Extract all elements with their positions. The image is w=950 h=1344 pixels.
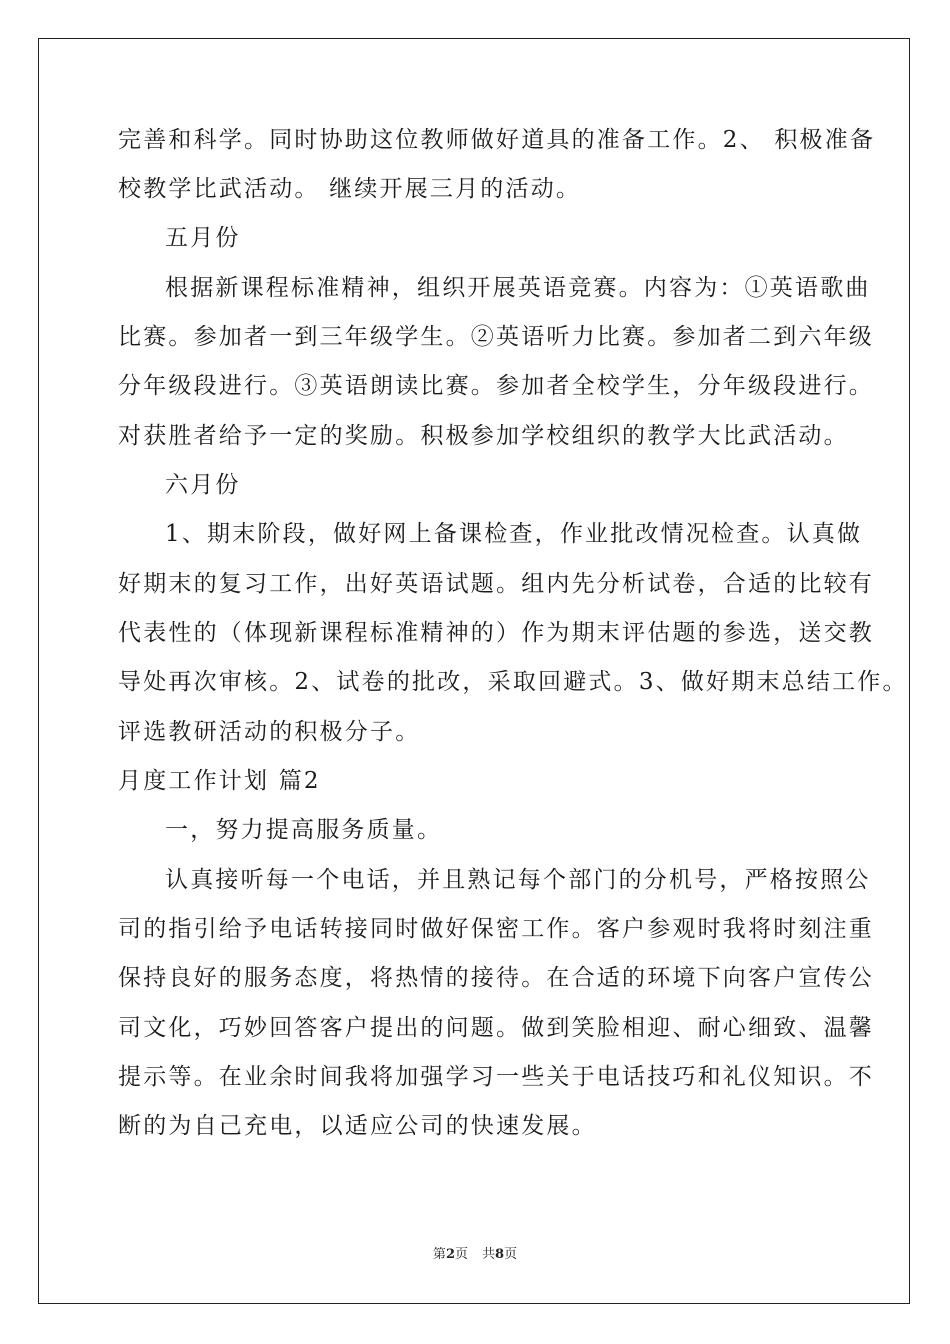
- page-footer: [0, 1247, 950, 1263]
- text-line: 根据新课程标准精神，组织开展英语竞赛。内容为：①英语歌曲: [165, 275, 871, 301]
- text-line: 对获胜者给予一定的奖励。积极参加学校组织的教学大比武活动。: [118, 423, 849, 449]
- page-label-prefix: 第: [432, 1247, 446, 1262]
- article-title: 月度工作计划 篇2: [118, 768, 321, 794]
- text-line: 代表性的（体现新课程标准精神的）作为期末评估题的参选，送交教: [118, 620, 874, 646]
- text-line: 比赛。参加者一到三年级学生。②英语听力比赛。参加者二到六年级: [118, 324, 874, 350]
- text-line: 认真接听每一个电话，并且熟记每个部门的分机号，严格按照公: [165, 867, 871, 893]
- text-line: 导处再次审核。2、试卷的批改，采取回避式。3、做好期末总结工作。: [118, 669, 908, 695]
- subsection-heading: 一，努力提高服务质量。: [165, 817, 443, 843]
- total-label-suffix: 页: [504, 1247, 518, 1262]
- current-page-number: 2: [445, 1247, 455, 1262]
- text-line: 保持良好的服务态度，将热情的接待。在合适的环境下向客户宣传公: [118, 965, 874, 991]
- text-line: 评选教研活动的积极分子。: [118, 719, 421, 745]
- text-line: 断的为自己充电，以适应公司的快速发展。: [118, 1113, 597, 1139]
- text-line: 校教学比武活动。 继续开展三月的活动。: [118, 176, 582, 202]
- text-line: 司文化，巧妙回答客户提出的问题。做到笑脸相迎、耐心细致、温馨: [118, 1015, 874, 1041]
- section-heading-may: 五月份: [165, 225, 241, 251]
- section-heading-june: 六月份: [165, 472, 241, 498]
- text-line: 司的指引给予电话转接同时做好保密工作。客户参观时我将时刻注重: [118, 916, 874, 942]
- text-line: 完善和科学。同时协助这位教师做好道具的准备工作。2、 积极准备: [118, 127, 876, 153]
- total-page-count: 8: [495, 1247, 505, 1262]
- total-label-prefix: 共: [482, 1247, 496, 1262]
- text-line: 分年级段进行。③英语朗读比赛。参加者全校学生，分年级段进行。: [118, 373, 874, 399]
- page-label-mid: 页: [454, 1247, 468, 1262]
- text-line: 1、期末阶段，做好网上备课检查，作业批改情况检查。认真做: [165, 521, 863, 547]
- text-line: 提示等。在业余时间我将加强学习一些关于电话技巧和礼仪知识。不: [118, 1064, 874, 1090]
- text-line: 好期末的复习工作，出好英语试题。组内先分析试卷，合适的比较有: [118, 571, 874, 597]
